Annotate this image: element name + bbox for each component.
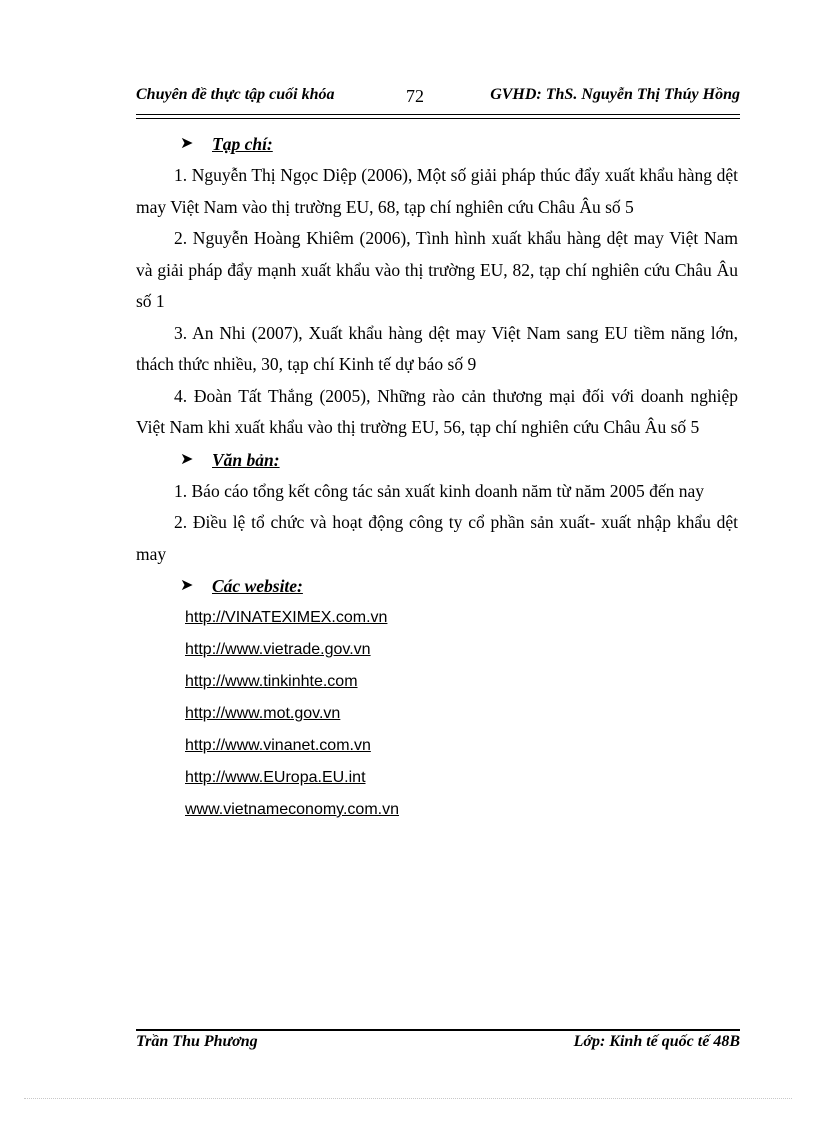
website-link[interactable]: http://www.vietrade.gov.vn [185,641,371,658]
arrow-bullet-icon: ➤ [180,135,194,152]
website-link-item [136,794,738,826]
section-heading-journals [136,128,738,160]
arrow-bullet-icon: ➤ [180,577,194,594]
reference-item: 4. Đoàn Tất Thắng (2005), Những rào cản thương mại đối với doanh nghiệp Việt Nam khi xuất khẩu vào thị trường EU, 56, tạp chí nghiên cứu Châu Âu số 5 [136,385,738,437]
section-title: Văn bản: [212,449,280,470]
header-rule [136,114,740,115]
website-link[interactable]: www.vietnameconomy.com.vn [185,801,399,818]
website-link[interactable]: http://www.EUropa.EU.int [185,769,366,786]
footer-author: Trần Thu Phương [136,1033,258,1050]
header-advisor: GVHD: ThS. Nguyễn Thị Thúy Hồng [490,86,740,103]
website-link-item [136,730,738,762]
page-edge-divider [24,1098,792,1099]
section-title: Tạp chí: [212,134,273,154]
reference-item: 1. Báo cáo tổng kết công tác sản xuất kinh doanh năm từ năm 2005 đến nay [174,480,704,501]
page-header [136,84,740,108]
website-link-item [136,698,738,730]
website-link[interactable]: http://www.tinkinhte.com [185,673,358,690]
reference-item: 1. Nguyễn Thị Ngọc Diệp (2006), Một số giải pháp thúc đẩy xuất khẩu hàng dệt may Việt Nam vào thị trường EU, 68, tạp chí nghiên cứu Châu Âu số 5 [136,165,738,217]
reference-item: 2. Nguyễn Hoàng Khiêm (2006), Tình hình xuất khẩu hàng dệt may Việt Nam và giải pháp đẩy mạnh xuất khẩu vào thị trường EU, 82, tạp chí nghiên cứu Châu Âu số 1 [136,228,738,311]
page-number: 72 [406,86,424,106]
footer-rule [136,1029,740,1031]
section-heading-websites [136,570,738,602]
section-heading-documents [136,444,738,476]
website-link-item [136,666,738,698]
header-title: Chuyên đề thực tập cuối khóa [136,86,335,103]
footer-class: Lớp: Kinh tế quốc tế 48B [573,1033,740,1050]
website-link[interactable]: http://VINATEXIMEX.com.vn [185,609,388,626]
website-link[interactable]: http://www.vinanet.com.vn [185,737,371,754]
page-footer [136,1033,740,1055]
references-content [136,128,738,826]
section-title: Các website: [212,576,303,596]
website-link-item [136,634,738,666]
header-rule-double [136,118,740,119]
reference-item: 3. An Nhi (2007), Xuất khẩu hàng dệt may Việt Nam sang EU tiềm năng lớn, thách thức nhiều, 30, tạp chí Kinh tế dự báo số 9 [136,322,738,374]
website-link-item [136,602,738,634]
website-link-item [136,762,738,794]
reference-item: 2. Điều lệ tổ chức và hoạt động công ty cổ phần sản xuất- xuất nhập khẩu dệt may [136,512,738,564]
website-link[interactable]: http://www.mot.gov.vn [185,705,341,722]
arrow-bullet-icon: ➤ [180,450,194,468]
